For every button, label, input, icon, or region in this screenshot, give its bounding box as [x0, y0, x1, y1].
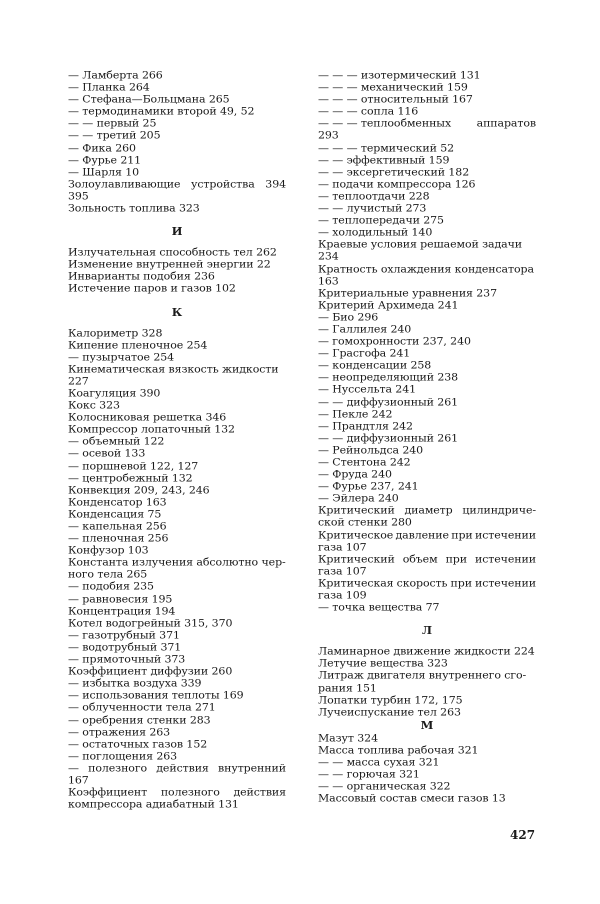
index-entry: — — масса сухая 321 — [318, 756, 440, 769]
index-entry: — конденсации 258 — [318, 359, 432, 372]
index-entry: — — — термический 52 — [318, 141, 454, 154]
index-entry: — газотрубный 371 — [68, 628, 180, 641]
index-entry: Летучие вещества 323 — [318, 657, 448, 670]
index-entry: — Рейнольдса 240 — [318, 443, 424, 456]
index-entry: — Био 296 — [318, 310, 379, 323]
page-number: 427 — [510, 828, 536, 842]
index-entry: компрессора адиабатный 131 — [68, 798, 239, 811]
index-entry-justified — [318, 578, 536, 589]
index-entry-justified — [318, 118, 536, 129]
index-entry: Котел водогрейный 315, 370 — [68, 616, 233, 629]
index-word: Коэффициент — [68, 786, 148, 799]
index-word: Критическая — [318, 577, 394, 589]
index-entry: — — диффузионный 261 — [318, 431, 458, 444]
index-entry: Конфузор 103 — [68, 544, 149, 557]
index-word: цилиндриче- — [462, 504, 536, 517]
index-word: скорость — [396, 577, 448, 589]
index-entry: — — органическая 322 — [318, 780, 451, 793]
index-entry: Конденсатор 163 — [68, 495, 167, 508]
index-entry: Лучеиспускание тел 263 — [318, 705, 461, 718]
index-word: Золоулавливающие — [68, 177, 181, 190]
index-entry: — Ламберта 266 — [68, 69, 163, 82]
index-word: внутренний — [218, 761, 286, 774]
index-entry: Излучательная способность тел 262 — [68, 246, 277, 259]
index-entry: — отражения 263 — [68, 725, 171, 738]
index-entry: — Фика 260 — [68, 141, 136, 154]
section-letter-heading: К — [171, 304, 183, 319]
index-entry-justified — [318, 505, 536, 516]
index-entry: — теплоотдачи 228 — [318, 190, 430, 202]
index-entry: — Фурье 211 — [68, 153, 142, 166]
index-entry: Кратность охлаждения конденсатора — [318, 262, 534, 275]
index-entry: Концентрация 194 — [68, 604, 176, 617]
index-word: Критический — [318, 552, 395, 565]
index-entry: — Пекле 242 — [318, 407, 393, 420]
index-entry: — оребрения стенки 283 — [68, 713, 211, 726]
index-entry: ской стенки 280 — [318, 516, 412, 529]
index-entry: Константа излучения абсолютно чер- — [68, 556, 286, 569]
index-word: объем — [402, 552, 438, 565]
index-entry: 234 — [318, 250, 339, 263]
index-entry: Истечение паров и газов 102 — [68, 282, 236, 295]
index-entry: газа 107 — [318, 540, 367, 553]
index-column-right — [318, 70, 536, 805]
index-entry: Мазут 324 — [318, 731, 378, 744]
index-word: Критическое — [318, 528, 394, 541]
index-entry: — — эффективный 159 — [318, 153, 450, 166]
index-word: при — [451, 528, 473, 541]
index-entry: — пузырчатое 254 — [68, 350, 175, 363]
index-entry: Литраж двигателя внутреннего сго- — [318, 669, 527, 682]
index-entry: — центробежный 132 — [68, 471, 193, 484]
index-entry: — Стефана—Больцмана 265 — [68, 93, 230, 106]
index-entry-justified — [68, 787, 286, 798]
index-entry: — остаточных газов 152 — [68, 737, 208, 750]
index-entry: — — диффузионный 261 — [318, 395, 458, 408]
index-entry: — Фурье 237, 241 — [318, 480, 419, 493]
index-entry: Компрессор лопаточный 132 — [68, 423, 235, 436]
index-entry: — — эксергетический 182 — [318, 165, 470, 178]
index-entry: рания 151 — [318, 681, 377, 694]
index-word: при — [450, 577, 472, 589]
index-entry: — подобия 235 — [68, 580, 154, 593]
index-entry: — поршневой 122, 127 — [68, 459, 199, 472]
index-entry: 395 — [68, 190, 89, 202]
index-word: полезного — [88, 761, 148, 774]
index-entry: — капельная 256 — [68, 520, 167, 533]
index-entry: 167 — [68, 774, 89, 787]
section-letter-heading: Л — [421, 623, 433, 638]
index-entry: — — — относительный 167 — [318, 93, 473, 106]
section-letter-heading: И — [171, 224, 183, 239]
index-entry: — избытка воздуха 339 — [68, 677, 202, 690]
index-entry: — — — механический 159 — [318, 81, 468, 94]
index-entry: Конденсация 75 — [68, 507, 162, 520]
index-word: полезного — [160, 786, 220, 799]
index-entry: Критериальные уравнения 237 — [318, 286, 497, 299]
index-word: действия — [156, 761, 209, 774]
index-entry: — точка вещества 77 — [318, 601, 440, 614]
section-letter-heading: М — [420, 717, 434, 732]
index-entry: — неопределяющий 238 — [318, 371, 459, 384]
index-entry-justified — [68, 763, 286, 774]
index-entry: — Нуссельта 241 — [318, 383, 417, 396]
index-word: истечении — [475, 528, 536, 541]
index-entry: Критерий Архимеда 241 — [318, 298, 459, 311]
index-word: Критический — [318, 504, 395, 517]
index-entry-justified — [68, 179, 286, 190]
index-entry: — холодильный 140 — [318, 226, 433, 239]
index-entry: Коэффициент диффузии 260 — [68, 665, 233, 678]
index-word: аппаратов — [476, 117, 536, 130]
index-entry: — объемный 122 — [68, 435, 165, 448]
index-entry-justified — [318, 554, 536, 565]
index-entry: — использования теплоты 169 — [68, 689, 244, 702]
index-entry: — Галлилея 240 — [318, 323, 412, 336]
index-entry: — поглощения 263 — [68, 749, 178, 762]
index-entry: Масса топлива рабочая 321 — [318, 743, 479, 756]
index-entry: — Шарля 10 — [68, 165, 140, 178]
index-word: — — [68, 761, 79, 774]
index-entry: — водотрубный 371 — [68, 641, 182, 653]
index-entry: газа 107 — [318, 564, 367, 577]
index-entry: — — третий 205 — [68, 129, 161, 142]
index-column-left — [68, 70, 286, 811]
index-entry: 293 — [318, 129, 339, 142]
index-entry: — Грасгофа 241 — [318, 347, 411, 360]
index-entry: — равновесия 195 — [68, 592, 173, 605]
index-word: действия — [233, 786, 286, 799]
index-word: давление — [395, 528, 449, 541]
index-entry: Инварианты подобия 236 — [68, 270, 215, 283]
index-entry: — Прандтля 242 — [318, 419, 413, 432]
index-entry: 227 — [68, 374, 89, 387]
index-entry: Колосниковая решетка 346 — [68, 411, 227, 424]
index-entry: — термодинамики второй 49, 52 — [68, 105, 255, 118]
index-entry: — — горючая 321 — [318, 768, 420, 781]
index-word: истечении — [475, 577, 536, 589]
index-word: при — [445, 552, 467, 565]
index-entry: Зольность топлива 323 — [68, 202, 200, 215]
index-entry: — — — изотермический 131 — [318, 69, 481, 82]
index-entry: — Эйлера 240 — [318, 492, 399, 505]
index-entry: — осевой 133 — [68, 447, 146, 460]
index-entry: — прямоточный 373 — [68, 653, 186, 666]
index-word: устройства — [191, 177, 255, 190]
index-entry: — — первый 25 — [68, 117, 157, 130]
index-entry: Коагуляция 390 — [68, 387, 161, 400]
index-entry: ного тела 265 — [68, 568, 148, 581]
index-entry: — — лучистый 273 — [318, 202, 427, 215]
index-entry: — подачи компрессора 126 — [318, 177, 476, 190]
index-entry: Ламинарное движение жидкости 224 — [318, 645, 535, 658]
index-entry: — — — сопла 116 — [318, 105, 419, 118]
index-entry: Кокс 323 — [68, 399, 120, 412]
index-entry: 163 — [318, 274, 339, 287]
index-word: диаметр — [404, 504, 453, 517]
index-entry: — Планка 264 — [68, 81, 150, 94]
index-entry: — Фруда 240 — [318, 468, 392, 481]
index-word: 394 — [265, 177, 286, 190]
index-entry: Массовый состав смеси газов 13 — [318, 792, 506, 805]
index-entry: газа 109 — [318, 589, 367, 602]
index-word: истечении — [475, 552, 536, 565]
index-entry: — пленочная 256 — [68, 532, 169, 545]
index-entry: Калориметр 328 — [68, 326, 163, 339]
index-entry: Конвекция 209, 243, 246 — [68, 483, 210, 496]
index-entry: Краевые условия решаемой задачи — [318, 238, 523, 251]
index-entry: Кинематическая вязкость жидкости — [68, 362, 279, 375]
index-entry: — теплопередачи 275 — [318, 214, 444, 227]
index-entry: Лопатки турбин 172, 175 — [318, 693, 463, 706]
index-entry: Кипение пленочное 254 — [68, 338, 208, 351]
index-entry-justified — [318, 530, 536, 541]
index-word: — — — теплообменных — [318, 117, 452, 130]
index-entry: Изменение внутренней энергии 22 — [68, 258, 271, 271]
index-entry: — Стентона 242 — [318, 456, 411, 469]
index-entry: — облученности тела 271 — [68, 701, 216, 714]
index-entry: — гомохронности 237, 240 — [318, 335, 471, 348]
